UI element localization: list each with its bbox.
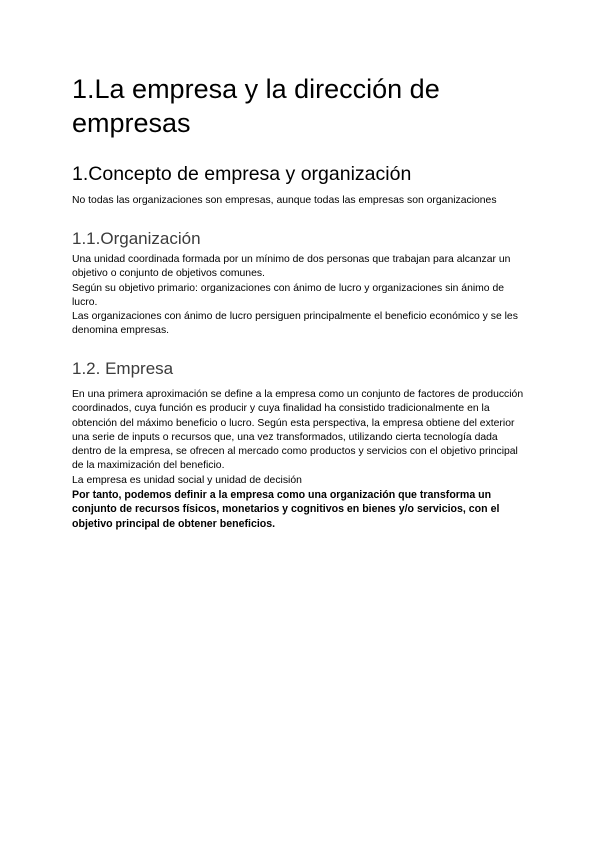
intro-text: No todas las organizaciones son empresas, aunque todas las empresas son organizaciones <box>72 195 497 206</box>
paragraph: Las organizaciones con ánimo de lucro persiguen principalmente el beneficio económico y se les denomina empresas. <box>72 311 518 337</box>
organizacion-body <box>72 253 530 339</box>
empresa-body <box>72 388 530 531</box>
paragraph: La empresa es unidad social y unidad de decisión <box>72 474 302 486</box>
document-title: 1.La empresa y la dirección de empresas <box>72 74 440 138</box>
definition-paragraph: Por tanto, podemos definir a la empresa como una organización que transforma un conjunto de recursos físicos, monetarios y cognitivos en bienes y/o servicios, con el objetivo principal de obtener beneficios. <box>72 489 500 530</box>
subsection-heading-empresa: 1.2. Empresa <box>72 359 174 378</box>
subsection-heading-organizacion: 1.1.Organización <box>72 229 201 248</box>
paragraph: En una primera aproximación se define a la empresa como un conjunto de factores de producción coordinados, cuya función es producir y cuya finalidad ha consistido tradicionalmente en la obtención del máximo beneficio o lucro. Según esta perspectiva, la empresa obtiene del exterior una serie de inputs o recursos que, una vez transformados, utilizando cierta tecnología dada dentro de la empresa, se ofrecen al mercado como productos y servicios con el objetivo principal de la maximización del beneficio. <box>72 389 524 472</box>
section-heading: 1.Concepto de empresa y organización <box>72 163 412 185</box>
paragraph: Una unidad coordinada formada por un mínimo de dos personas que trabajan para alcanzar un objetivo o conjunto de objetivos comunes. <box>72 254 511 280</box>
paragraph: Según su objetivo primario: organizaciones con ánimo de lucro y organizaciones sin ánimo de lucro. <box>72 282 505 308</box>
